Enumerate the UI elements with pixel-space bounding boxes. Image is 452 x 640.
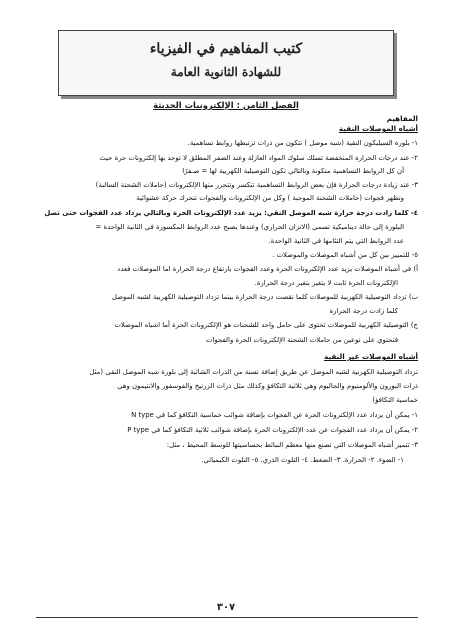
pure-point-5b: ب) تزداد التوصيلية الكهربية للموصلات كلما نقصت درجة الحرارة بينما تزداد التوصيلية الكهربية لشبه الموصل (111, 293, 418, 301)
impure-point-2: ٢- يمكن أن يزداد عدد الفجوات عن عدد الإلكترونات الحرة بإضافة شوائب ثلاثية التكافؤ كما في P type (127, 426, 418, 434)
header-banner (58, 30, 394, 96)
pure-point-2: ٢- عند درجات الحرارة المنخفضة تسلك سلوك المواد العازلة وعند الصفر المطلق لا توجد بها إلكترونات حرة حيث (99, 154, 418, 162)
sensitivity-factors-list: ١- الضوء. ٢- الحرارة. ٣- الضغط. ٤- التلوث الذري. ٥- التلوث الكيميائي. (201, 456, 404, 464)
pure-point-3: ٣- عند زيادة درجات الحرارة فإن بعض الروابط التساهمية تتكسر وتتحرر منها الإلكترونات (حاملات الشحنة السالبة) (95, 181, 418, 189)
impure-intro-3: خماسية التكافؤ) (372, 396, 418, 404)
pure-point-5a: أ) في أشباه الموصلات يزيد عدد الإلكترونات الحرة وعدد الفجوات بارتفاع درجة الحرارة اما الموصلات فعدد (117, 265, 418, 273)
pure-point-5c: ج) التوصيلية الكهربية للموصلات تحتوى على حامل واحد للشحنات هو الإلكترونات الحرة أما اشباه الموصلات (114, 321, 418, 329)
pure-point-5a-cont: الإلكترونات الحرة ثابت لا يتغير بتغير درجة الحرارة. (254, 279, 398, 287)
impure-semiconductors-heading: أشباه الموصلات غير النقية (324, 352, 418, 361)
booklet-subtitle: للشهادة الثانوية العامة (170, 65, 282, 79)
chapter-title: الفصل الثامن : الإلكترونيات الحديثة (153, 100, 299, 110)
concepts-heading: المفاهيم (386, 114, 418, 123)
pure-point-2-cont: أن كل الروابط التساهمية متكونة وبالتالي تكون التوصيلية الكهربية لها = صـفرًا (182, 167, 404, 175)
pure-semiconductors-heading: أشباه الموصلات النقية (338, 124, 418, 133)
pure-point-5c-cont: فتحتوي على نوعين من حاملات الشحنة الإلكترونات الحرة والفجوات (206, 336, 398, 344)
pure-point-3-cont: وتظهر فجوات (حاملات الشحنة الموجبة ) وكل من الإلكترونات والفجوات تتحرك حركة عشوائية (136, 194, 404, 202)
impure-intro-2: ذرات البورون والألومنيوم والجاليوم وهي ثلاثية التكافؤ وكذلك مثل ذرات الزرنيخ والفوسفور والانتيمون وهى (117, 382, 418, 390)
pure-point-5b-cont: كلما زادت درجة الحرارة (329, 307, 398, 315)
pure-point-1: ١- بلورة السيليكون النقية (شبه موصل ) تتكون من ذرات ترتبطها روابط تساهمية. (187, 139, 418, 147)
impure-point-3: ٣- تتميز أشباه الموصلات التي تصنع منها معظم النبائط بحساسيتها للوسط المحيط ، مثل: (166, 441, 418, 449)
pure-point-4-cont: البلورة إلى حالة ديناميكية تسمى (الاتزان الحراري) وعندها يصبح عدد الروابط المكسورة في الثانية الواحدة = (95, 223, 404, 231)
pure-point-4-cont2: عدد الروابط التي يتم التئامها في الثانية الواحدة. (268, 237, 404, 245)
page-number: ٣٠٧ (216, 602, 236, 613)
impure-point-1: ١- يمكن أن يزداد عدد الإلكترونات الحرة عن الفجوات بإضافة شوائب خماسية التكافؤ كما في N type (131, 411, 418, 419)
impure-intro-1: تزداد التوصيلية الكهربية لشبه الموصل عن طريق إضافة نسبة من الذرات الشائبة إلى بلورة شبه الموصل النقى (مثل (89, 368, 418, 376)
booklet-title: كتيب المفاهيم في الفيزياء (149, 41, 303, 57)
pure-point-5: ٥- للتمييز بين كل من أشباه الموصلات والموصلات . (272, 251, 418, 259)
footer-divider (36, 617, 418, 618)
pure-point-4: ٤- كلما زادت درجة حرارة شبه الموصل النقي: يزيد عدد الإلكترونات الحرة وبالتالي يزداد عدد الفجوات حتى تصل (44, 209, 418, 217)
